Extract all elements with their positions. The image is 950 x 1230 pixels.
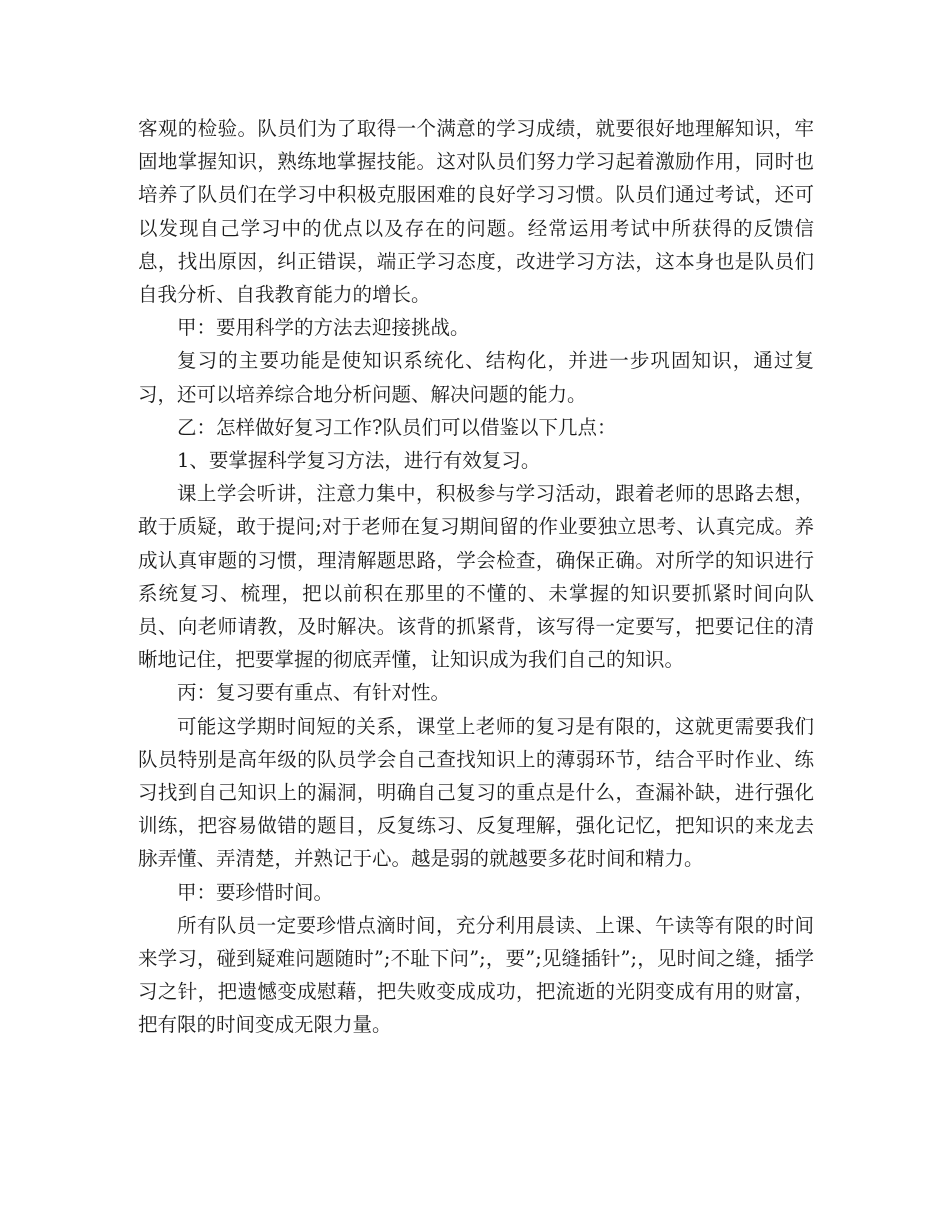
paragraph-review-function: 复习的主要功能是使知识系统化、结构化，并进一步巩固知识，通过复习，还可以培养综合地分析问题、解决问题的能力。 [138, 349, 814, 406]
paragraph-speaker-jia-1: 甲：要用科学的方法去迎接挑战。 [177, 316, 470, 340]
paragraph-classroom-listening: 课上学会听讲，注意力集中，积极参与学习活动，跟着老师的思路去想，敢于质疑，敢于提问;对于老师在复习期间留的作业要独立思考、认真完成。养成认真审题的习惯，理清解题思路，学会检查，确保正确。对所学的知识进行系统复习、梳理，把以前积在那里的不懂的、未掌握的知识要抓紧时间向队员、向老师请教，及时解决。该背的抓紧背，该写得一定要写，把要记住的清晰地记住，把要掌握的彻底弄懂，让知识成为我们自己的知识。 [138, 482, 814, 672]
paragraph-speaker-yi: 乙：怎样做好复习工作?队员们可以借鉴以下几点： [177, 415, 617, 439]
paragraph-focus-weakness: 可能这学期时间短的关系，课堂上老师的复习是有限的，这就更需要我们队员特别是高年级的队员学会自己查找知识上的薄弱环节，结合平时作业、练习找到自己知识上的漏洞，明确自己复习的重点是什么，查漏补缺，进行强化训练，把容易做错的题目，反复练习、反复理解，强化记忆，把知识的来龙去脉弄懂、弄清楚，并熟记于心。越是弱的就越要多花时间和精力。 [138, 714, 814, 871]
paragraph-continuation: 客观的检验。队员们为了取得一个满意的学习成绩，就要很好地理解知识，牢固地掌握知识，熟练地掌握技能。这对队员们努力学习起着激励作用，同时也培养了队员们在学习中积极克服困难的良好学习习惯。队员们通过考试，还可以发现自己学习中的优点以及存在的问题。经常运用考试中所获得的反馈信息，找出原因，纠正错误，端正学习态度，改进学习方法，这本身也是队员们自我分析、自我教育能力的增长。 [138, 117, 814, 307]
paragraph-speaker-jia-2: 甲：要珍惜时间。 [177, 880, 334, 904]
document-body [138, 112, 814, 1042]
paragraph-speaker-bing: 丙：复习要有重点、有针对性。 [177, 681, 451, 705]
paragraph-point-1: 1、要掌握科学复习方法，进行有效复习。 [177, 449, 541, 473]
paragraph-cherish-time: 所有队员一定要珍惜点滴时间，充分利用晨读、上课、午读等有限的时间来学习，碰到疑难问题随时”;不耻下问”;，要”;见缝插针”;，见时间之缝，插学习之针，把遗憾变成慰藉，把失败变成成功，把流逝的光阴变成有用的财富，把有限的时间变成无限力量。 [138, 913, 814, 1037]
